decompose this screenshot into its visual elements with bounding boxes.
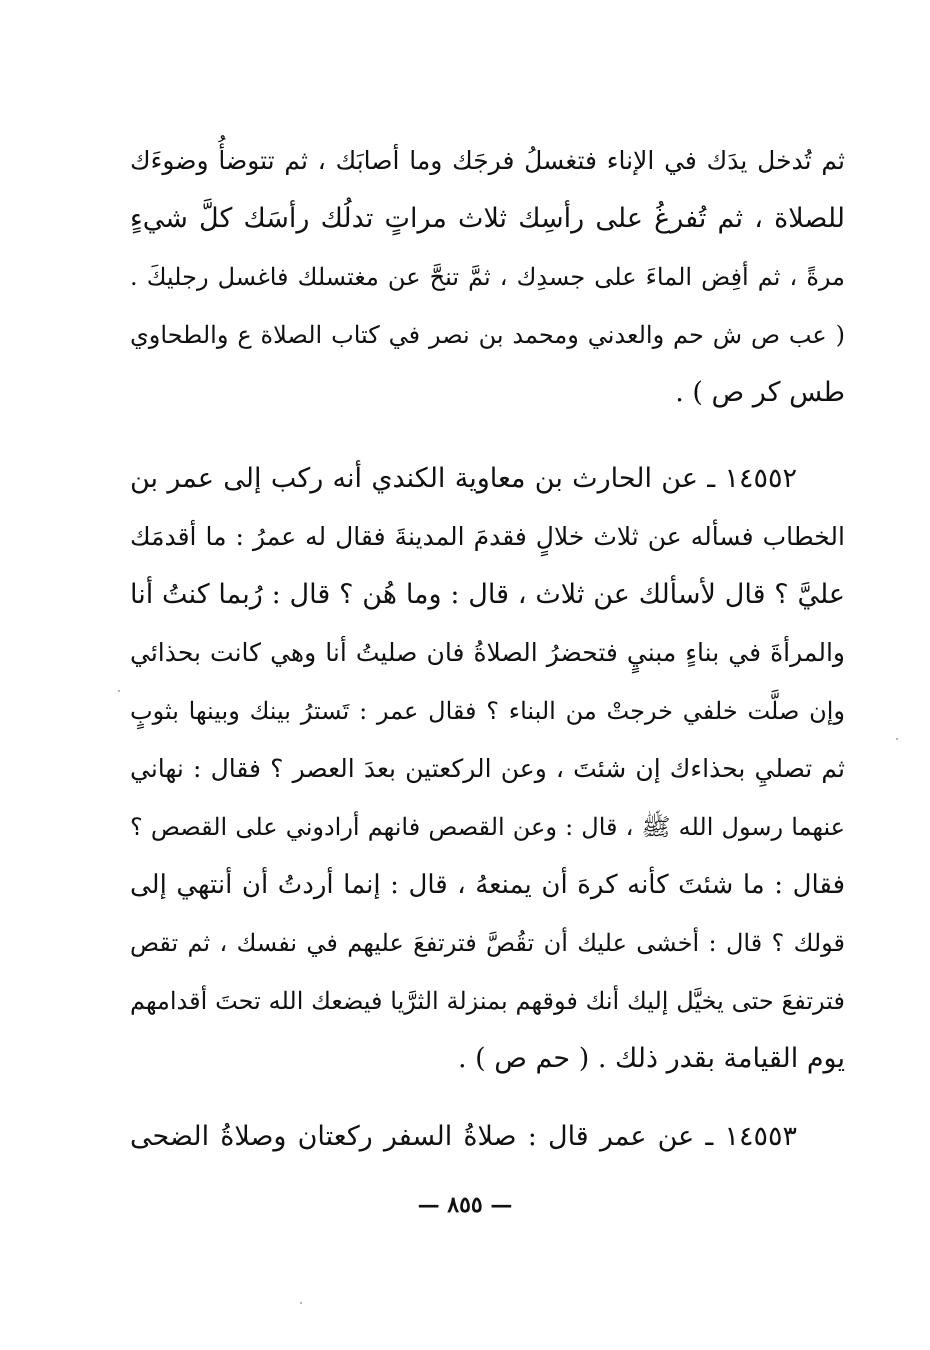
text-line: ( عب ص ش حم والعدني ومحمد بن نصر في كتاب الصلاة ع والطحاوي: [130, 321, 845, 349]
text-line: فقال : ما شئتَ كأنه كرهَ أن يمنعهُ ، قال : إنما أردتُ أن أنتهي إلى: [130, 870, 845, 900]
scan-speck: [896, 738, 898, 740]
hadith-number-line: ١٤٥٥٣ ـ عن عمر قال : صلاةُ السفر ركعتان وصلاةُ الضحى: [130, 1121, 797, 1152]
page-number: — ٨٥٥ —: [417, 1192, 513, 1218]
scan-speck: [300, 1302, 302, 1304]
text-line: وإن صلَّت خلفي خرجتْ من البناء ؟ فقال عمر : تَسترُ بينك وبينها بثوبٍ: [130, 697, 845, 725]
text-line: فترتفعَ حتى يخيَّل إليك أنك فوقهم بمنزلة الثرَّيا فيضعك الله تحتَ أقدامهم: [130, 987, 845, 1015]
text-line: والمرأةَ في بناءٍ مبنيٍ فتحضرُ الصلاةُ فان صليتُ أنا وهي كانت بحذائي: [130, 638, 845, 667]
scan-speck: [118, 690, 120, 692]
paragraph-14553: [130, 1108, 845, 1166]
text-line: للصلاة ، ثم تُفرغُ على رأسِك ثلاث مراتٍ تدلُك رأسَك كلَّ شيءٍ: [130, 203, 845, 234]
text-line: ثم تُدخل يدَك في الإناء فتغسلُ فرجَك وما أصابَك ، ثم تتوضأُ وضوءَك: [130, 146, 845, 175]
paragraph-1: [130, 132, 845, 422]
text-line: ثم تصليِ بحذاءك إن شئتَ ، وعن الركعتين بعدَ العصر ؟ فقال : نهاني: [130, 754, 845, 783]
text-line: يوم القيامة بقدر ذلك . ( حم ص ) .: [457, 1043, 845, 1074]
text-line: طس كر ص ) .: [675, 377, 845, 408]
text-line: عليَّ ؟ قال لأسألك عن ثلاث ، قال : وما هُن ؟ قال : رُبما كنتُ أنا: [130, 579, 845, 610]
paragraph-14552: [130, 450, 845, 1088]
text-line: عنهما رسول الله ﷺ ، قال : وعن القصص فانهم أرادوني على القصص ؟: [130, 813, 845, 841]
text-line: الخطاب فسأله عن ثلاث خلالٍ فقدمَ المدينةَ فقال له عمرُ : ما أقدمَك: [130, 522, 845, 551]
text-line: مرةً ، ثم أفِض الماءَ على جسدِك ، ثمَّ تنحَّ عن مغتسلك فاغسل رجليكَ .: [130, 263, 845, 291]
hadith-number-line: ١٤٥٥٢ ـ عن الحارث بن معاوية الكندي أنه ركب إلى عمر بن: [130, 463, 797, 494]
text-line: قولك ؟ قال : أخشى عليك أن تقُصَّ فترتفعَ عليهم في نفسك ، ثم تقص: [130, 929, 845, 957]
